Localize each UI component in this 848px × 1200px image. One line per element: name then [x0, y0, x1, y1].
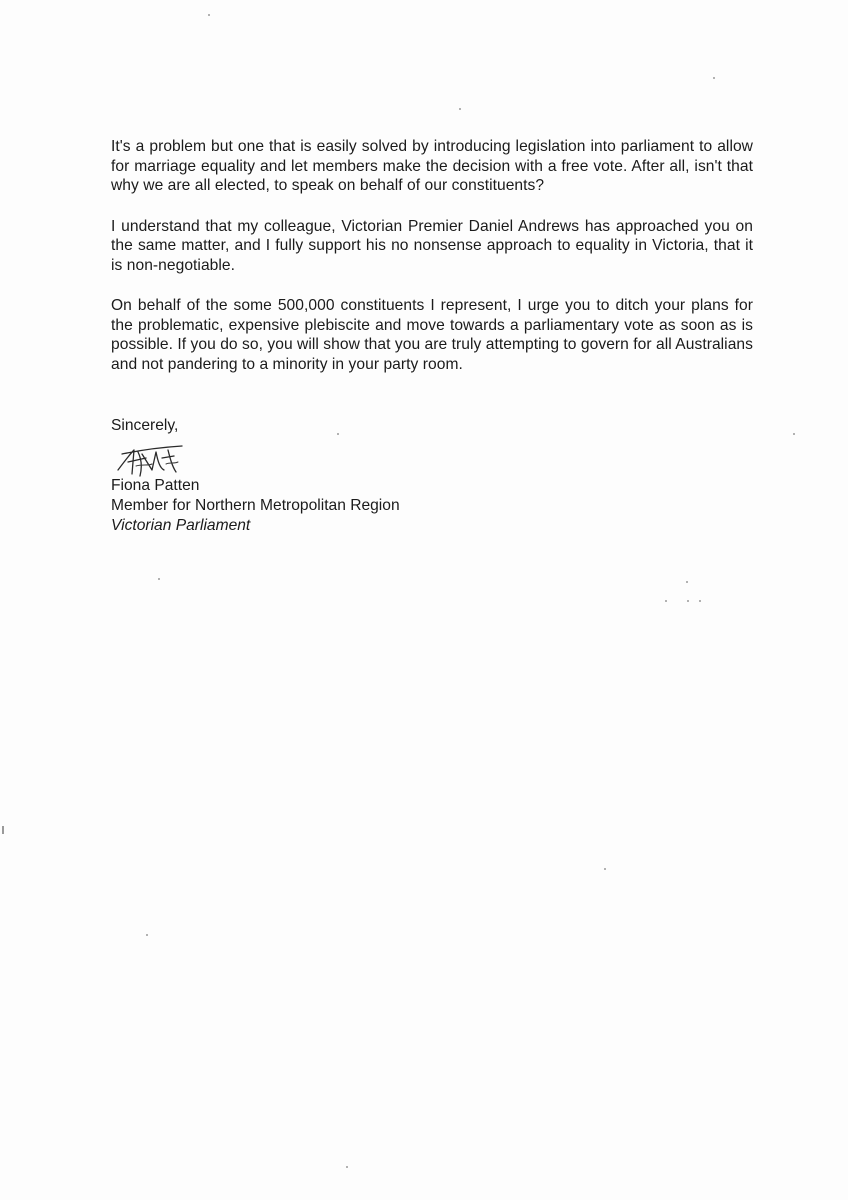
scan-speck — [713, 77, 715, 79]
signatory-organisation: Victorian Parliament — [111, 517, 251, 534]
scan-speck — [459, 108, 461, 110]
signatory-name: Fiona Patten — [111, 477, 200, 494]
scan-speck — [346, 1166, 348, 1168]
signatory-role: Member for Northern Metropolitan Region — [111, 497, 400, 514]
scan-speck — [337, 433, 339, 435]
handwritten-signature — [112, 440, 187, 480]
scan-speck — [665, 600, 667, 602]
paragraph-premier-support: I understand that my colleague, Victorian Premier Daniel Andrews has approached you on the same matter, and I fully support his no nonsense approach to equality in Victoria, that it is non-negotiable. — [111, 217, 753, 274]
letter-body — [111, 137, 753, 395]
scan-speck — [687, 600, 689, 602]
scan-speck — [208, 14, 210, 16]
scan-speck — [699, 600, 701, 602]
scan-speck — [604, 868, 606, 870]
sign-off: Sincerely, — [111, 417, 179, 434]
scan-speck — [2, 826, 4, 834]
scan-speck — [146, 934, 148, 936]
scan-speck — [686, 581, 688, 583]
paragraph-free-vote: It's a problem but one that is easily solved by introducing legislation into parliament to allow for marriage equality and let members make the decision with a free vote. After all, isn't that why we are all elected, to speak on behalf of our constituents? — [111, 138, 753, 194]
paragraph-urge-vote: On behalf of the some 500,000 constituents I represent, I urge you to ditch your plans for the problematic, expensive plebiscite and move towards a parliamentary vote as soon as is possible. If you do so, you will show that you are truly attempting to govern for all Australians and not pandering to a minority in your party room. — [111, 297, 753, 373]
closing — [111, 416, 511, 436]
signature-block — [111, 476, 400, 536]
scan-speck — [793, 433, 795, 435]
scan-speck — [158, 578, 160, 580]
